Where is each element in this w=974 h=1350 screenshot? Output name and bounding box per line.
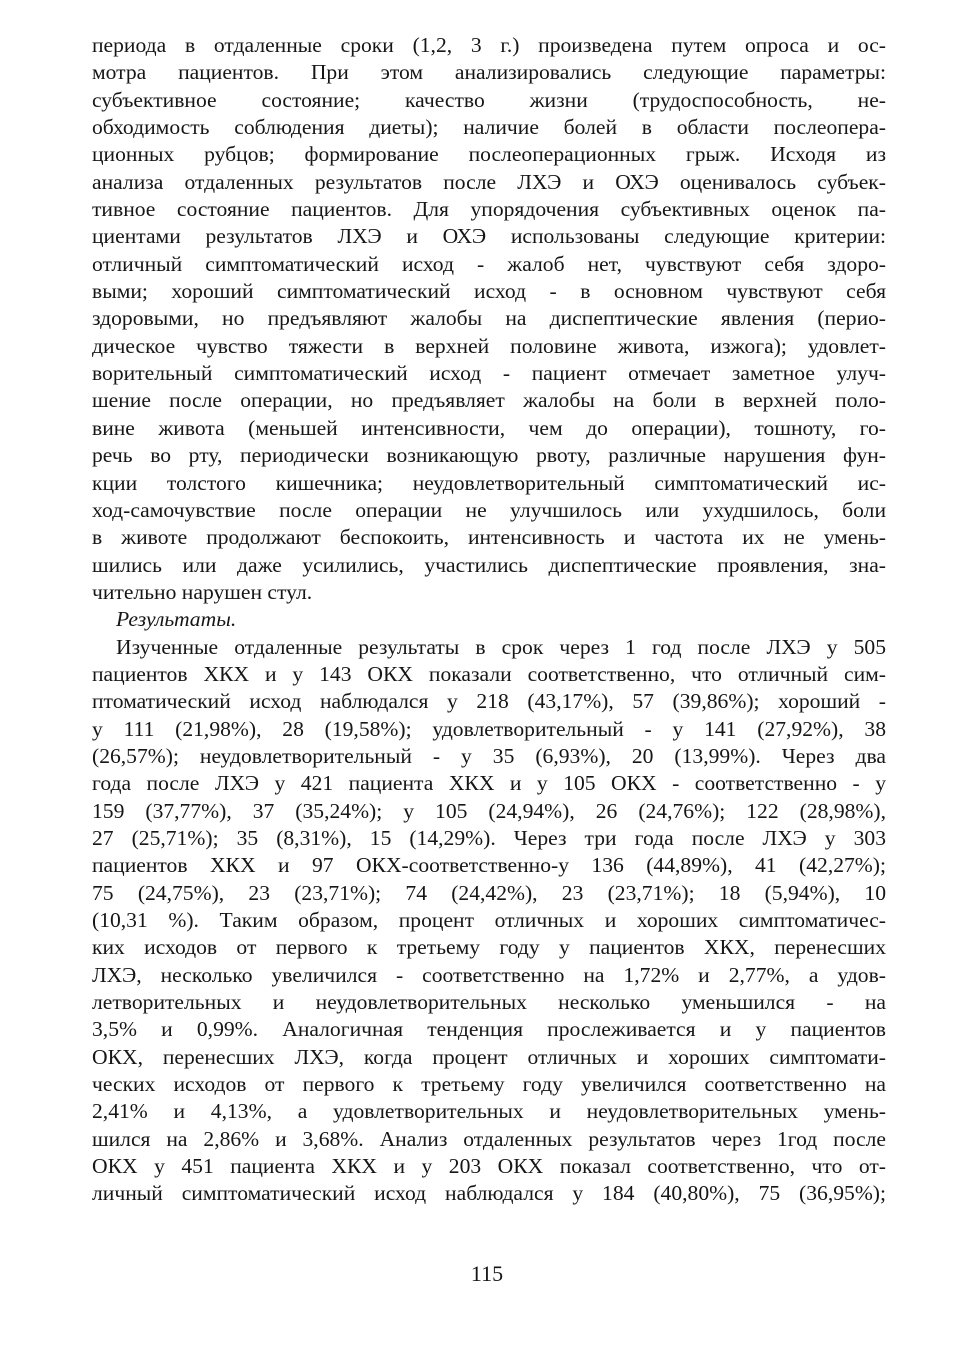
text-line: шение после операции, но предъявляет жалобы на боли в верхней поло- bbox=[92, 388, 886, 413]
text-line: 27 (25,71%); 35 (8,31%), 15 (14,29%). Через три года после ЛХЭ у 303 bbox=[92, 825, 886, 850]
text-line: пациентов ХКХ и 97 ОКХ-соответственно-у 136 (44,89%), 41 (42,27%); bbox=[92, 853, 886, 878]
text-line: тивное состояние пациентов. Для упорядочения субъективных оценок па- bbox=[92, 197, 886, 222]
text-line: вине живота (меньшей интенсивности, чем до операции), тошноту, го- bbox=[92, 415, 886, 440]
text-line: периода в отдаленные сроки (1,2, 3 г.) произведена путем опроса и ос- bbox=[92, 33, 886, 57]
text-line: ОКХ, перенесших ЛХЭ, когда процент отличных и хороших симптомати- bbox=[92, 1044, 886, 1069]
text-line: Изученные отдаленные результаты в срок через 1 год после ЛХЭ у 505 bbox=[116, 634, 886, 659]
text-line: ворительный симптоматический исход - пациент отмечает заметное улуч- bbox=[92, 361, 886, 386]
text-line: ЛХЭ, несколько увеличился - соответственно на 1,72% и 2,77%, а удов- bbox=[92, 962, 886, 987]
text-line: 75 (24,75%), 23 (23,71%); 74 (24,42%), 23 (23,71%); 18 (5,94%), 10 bbox=[92, 880, 886, 905]
text-line: 2,41% и 4,13%, а удовлетворительных и неудовлетворительных умень- bbox=[92, 1099, 886, 1124]
text-line: шился на 2,86% и 3,68%. Анализ отдаленных результатов через 1год после bbox=[92, 1126, 886, 1151]
text-line: ход-самочувствие после операции не улучшилось или ухудшилось, боли bbox=[92, 497, 886, 522]
text-line: кции толстого кишечника; неудовлетворительный симптоматический ис- bbox=[92, 470, 886, 495]
text-line: субъективное состояние; качество жизни (трудоспособность, не- bbox=[92, 87, 886, 112]
text-line: циентами результатов ЛХЭ и ОХЭ использованы следующие критерии: bbox=[92, 224, 886, 249]
paragraph-criteria bbox=[92, 32, 886, 606]
paragraph-results bbox=[92, 634, 886, 1208]
text-line: мотра пациентов. При этом анализировались следующие параметры: bbox=[92, 60, 886, 85]
text-line: речь во рту, периодически возникающую рвоту, различные нарушения фун- bbox=[92, 443, 886, 468]
text-line: 159 (37,77%), 37 (35,24%); у 105 (24,94%), 26 (24,76%); 122 (28,98%), bbox=[92, 798, 886, 823]
text-line: пациентов ХКХ и у 143 ОКХ показали соответственно, что отличный сим- bbox=[92, 661, 886, 686]
text-line: года после ЛХЭ у 421 пациента ХКХ и у 105 ОКХ - соответственно - у bbox=[92, 771, 886, 796]
text-line: дическое чувство тяжести в верхней половине живота, изжога); удовлет- bbox=[92, 333, 886, 358]
text-line: ОКХ у 451 пациента ХКХ и у 203 ОКХ показал соответственно, что от- bbox=[92, 1154, 886, 1179]
text-line: отличный симптоматический исход - жалоб нет, чувствуют себя здоро- bbox=[92, 251, 886, 276]
text-line: личный симптоматический исход наблюдался у 184 (40,80%), 75 (36,95%); bbox=[92, 1181, 886, 1206]
text-line: ких исходов от первого к третьему году у пациентов ХКХ, перенесших bbox=[92, 935, 886, 960]
page-number: 115 bbox=[470, 1261, 504, 1286]
text-line: ческих исходов от первого к третьему году увеличился соответственно на bbox=[92, 1072, 886, 1097]
text-line: летворительных и неудовлетворительных несколько уменьшился - на bbox=[92, 990, 886, 1015]
text-line: у 111 (21,98%), 28 (19,58%); удовлетворительный - у 141 (27,92%), 38 bbox=[92, 716, 886, 741]
text-line: здоровыми, но предъявляют жалобы на диспептические явления (перио- bbox=[92, 306, 886, 331]
page-body bbox=[92, 32, 886, 1208]
text-line: (26,57%); неудовлетворительный - у 35 (6,93%), 20 (13,99%). Через два bbox=[92, 743, 886, 768]
text-line: шились или даже усилились, участились диспептические проявления, зна- bbox=[92, 552, 886, 577]
text-line: птоматический исход наблюдался у 218 (43,17%), 57 (39,86%); хороший - bbox=[92, 689, 886, 714]
text-line: (10,31 %). Таким образом, процент отличных и хороших симптоматичес- bbox=[92, 908, 886, 932]
text-line: обходимость соблюдения диеты); наличие болей в области послеопера- bbox=[92, 115, 886, 140]
text-line: анализа отдаленных результатов после ЛХЭ и ОХЭ оценивалось субъек- bbox=[92, 169, 886, 194]
text-line: ционных рубцов; формирование послеоперационных грыж. Исходя из bbox=[92, 142, 886, 167]
text-line: в животе продолжают беспокоить, интенсивность и частота их не умень- bbox=[92, 525, 886, 550]
text-line: 3,5% и 0,99%. Аналогичная тенденция прослеживается и у пациентов bbox=[92, 1017, 886, 1042]
section-heading: Результаты. bbox=[116, 607, 237, 632]
text-line: чительно нарушен стул. bbox=[92, 579, 313, 604]
text-line: выми; хороший симптоматический исход - в основном чувствуют себя bbox=[92, 279, 886, 304]
